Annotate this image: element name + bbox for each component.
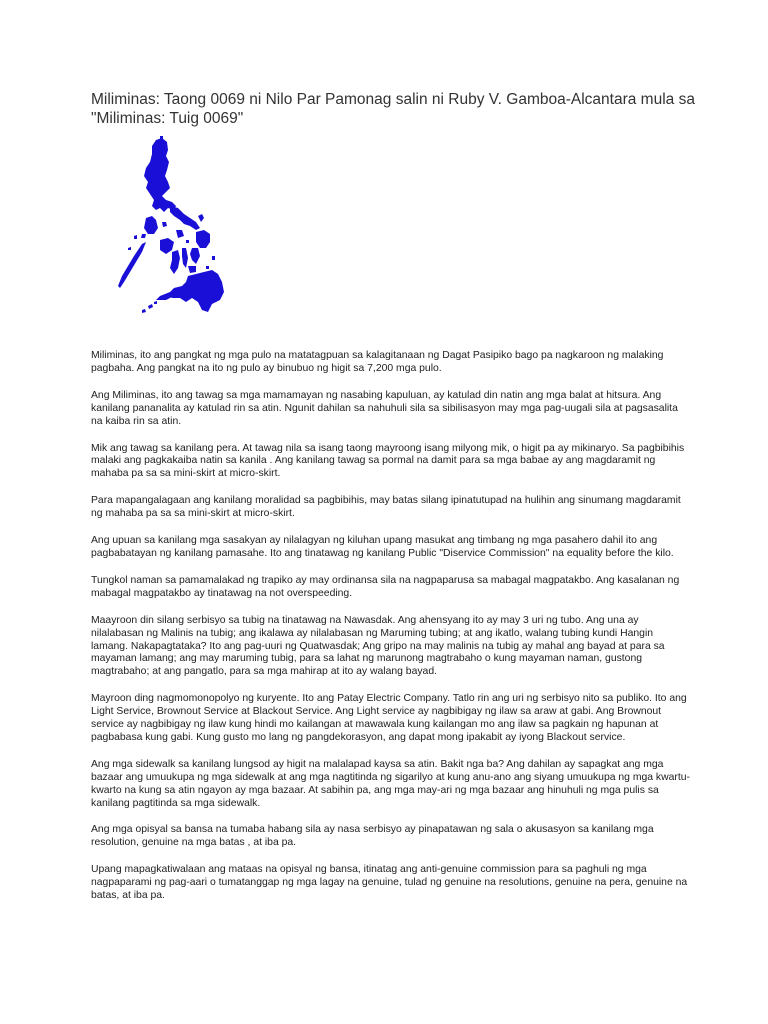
paragraph: Mik ang tawag sa kanilang pera. At tawag nila sa isang taong mayroong isang milyong mik, o higit pa ay mikinaryo. Sa pagbibihis malaki ang pagkakaiba natin sa kanila . Ang kanilang tawag sa pormal na damit para sa mga babae ay ang magdaramit ng mahaba pa sa sa mini-skirt at micro-skirt. (91, 442, 685, 480)
philippines-map-icon (112, 136, 236, 316)
paragraph: Ang mga opisyal sa bansa na tumaba habang sila ay nasa serbisyo ay pinapatawan ng sala o akusasyon sa kanilang mga resolution, genuine na mga batas , at iba pa. (91, 824, 654, 849)
paragraph: Upang mapagkatiwalaan ang mataas na opisyal ng bansa, itinatag ang anti-genuine commission para sa paghuli ng mga nagpaparami ng pag-aari o tumatanggap ng mga lagay na genuine, tulad ng genuine na resolutions, genuine na pera, genuine na batas, at iba pa. (91, 864, 688, 902)
map-island-group (118, 136, 224, 313)
paragraph: Maayroon din silang serbisyo sa tubig na tinatawag na Nawasdak. Ang ahensyang ito ay may 3 uri ng tubo. Ang una ay nilalabasan ng Malinis na tubig; ang ikalawa ay nilalabasan ng Maruming tubing; at ang ikatlo, walang tubing kundi Hangin lamang. Nakapagtataka? Ito ang pag-uuri ng Quatwasdak; Ang gripo na may malinis na tubig ay mahal ang bayad at para sa mayaman lamang; ang may maruming tubig, para sa lahat ng marunong magtrabaho o kung mayaman naman, gustong magtrabaho; at ang pangatlo, para sa mga mahirap at ito ay walang bayad. (91, 614, 665, 678)
paragraph: Para mapangalagaan ang kanilang moralidad sa pagbibihis, may batas silang ipinatutupad na hulihin ang sinumang magdaramit ng mahaba pa sa sa mini-skirt at micro-skirt. (91, 495, 681, 520)
paragraph: Ang Miliminas, ito ang tawag sa mga mamamayan ng nasabing kapuluan, ay katulad din natin ang mga balat at hitsura. Ang kanilang pananalita ay katulad rin sa atin. Ngunit dahilan sa nahuhuli sila sa sibilisasyon may mga pag-uugali sila at pagsasalita na kaiba rin sa atin. (91, 389, 678, 427)
paragraph: Miliminas, ito ang pangkat ng mga pulo na matatagpuan sa kalagitanaan ng Dagat Pasipiko bago pa nagkaroon ng malaking pagbaha. Ang pangkat na ito ng pulo ay binubuo ng higit sa 7,200 mga pulo. (91, 350, 664, 374)
document-body (91, 350, 691, 917)
paragraph: Ang mga sidewalk sa kanilang lungsod ay higit na malalapad kaysa sa atin. Bakit nga ba? Ang dahilan ay sapagkat ang mga bazaar ang umuukupa ng mga sidewalk at ang mga nagtitinda ng sigarilyo at kung anu-ano ang siyang umuukupa ng mga kwartu-kwarto na kung sa atin ngayon ay mga bazaar. At sabihin pa, ang mga may-ari ng mga bazaar ang hinuhuli ng mga pulis sa kanilang pagtitinda sa mga sidewalk. (91, 758, 690, 809)
paragraph: Tungkol naman sa pamamalakad ng trapiko ay may ordinansa sila na nagpaparusa sa mabagal magpatakbo. Ang kasalanan ng mabagal magpatakbo ay tinatawag na not overspeeding. (91, 574, 680, 599)
document-title: Miliminas: Taong 0069 ni Nilo Par Pamonag salin ni Ruby V. Gamboa-Alcantara mula sa "Miliminas: Tuig 0069" (91, 91, 695, 127)
paragraph: Mayroon ding nagmomonopolyo ng kuryente. Ito ang Patay Electric Company. Tatlo rin ang uri ng serbisyo nito sa publiko. Ito ang Light Service, Brownout Service at Blackout Service. Ang Light service ay nagbibigay ng ilaw sa araw at gabi. Ang Brownout service ay nagbibigay ng ilaw kung hindi mo kailangan at mawawala kung kailangan mo ang ilaw sa pagkain ng hapunan at pagbabasa kung gabi. Kung gusto mo lang ng pangdekorasyon, ang dapat mong ipakabit ay iyong Blackout service. (91, 693, 687, 743)
paragraph: Ang upuan sa kanilang mga sasakyan ay nilalagyan ng kiluhan upang masukat ang timbang ng mga pasahero dahil ito ang pagbabatayan ng kanilang pamasahe. Ito ang tinatawag ng kanilang Public "Diservice Commission" na equality before the kilo. (91, 535, 674, 559)
